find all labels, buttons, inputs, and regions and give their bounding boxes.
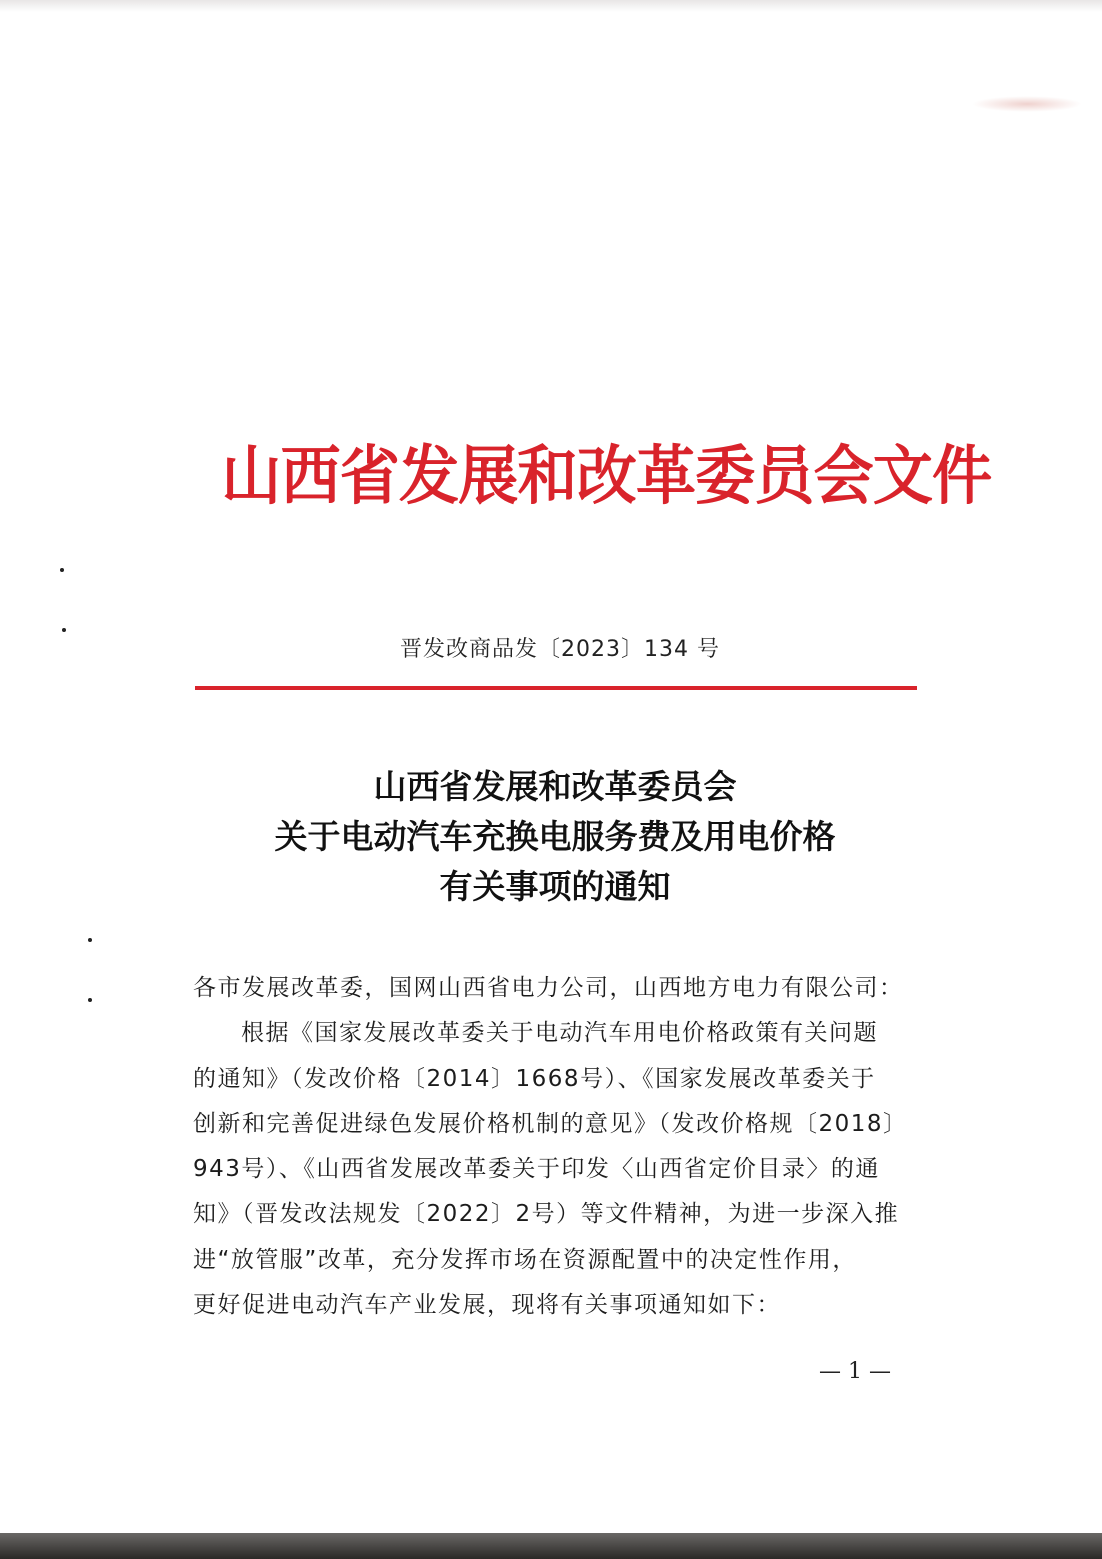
title-line-1: 山西省发展和改革委员会 [373, 767, 737, 806]
scan-stain [972, 96, 1082, 112]
scan-speck [62, 628, 66, 632]
body-line: 进“放管服”改革，充分发挥市场在资源配置中的决定性作用， [193, 1246, 857, 1273]
red-divider-line [195, 686, 917, 690]
scan-shadow-top [0, 0, 1102, 12]
page-number: — 1 — [819, 1359, 891, 1384]
body-line: 创新和完善促进绿色发展价格机制的意见》（发改价格规〔2018〕 [193, 1110, 908, 1137]
document-number: 晋发改商品发〔2023〕134 号 [400, 637, 720, 662]
scan-speck [88, 938, 92, 942]
body-line: 根据《国家发展改革委关于电动汽车用电价格政策有关问题 [241, 1020, 878, 1047]
notice-title [195, 762, 915, 912]
scan-speck [60, 568, 64, 572]
body-line: 更好促进电动汽车产业发展，现将有关事项通知如下： [193, 1292, 781, 1319]
title-line-3: 有关事项的通知 [439, 867, 671, 906]
scan-edge-bottom [0, 1533, 1102, 1559]
body-line: 的通知》（发改价格〔2014〕1668号）、《国家发展改革委关于 [193, 1065, 876, 1092]
body-line: 知》（晋发改法规发〔2022〕2号）等文件精神，为进一步深入推 [193, 1201, 900, 1228]
addressees: 各市发展改革委，国网山西省电力公司，山西地方电力有限公司： [193, 975, 904, 1001]
letterhead-title: 山西省发展和改革委员会文件 [221, 439, 992, 514]
title-line-2: 关于电动汽车充换电服务费及用电价格 [274, 817, 836, 856]
notice-body [193, 966, 921, 1328]
scan-speck [88, 998, 92, 1002]
body-line: 943号）、《山西省发展改革委关于印发〈山西省定价目录〉的通 [193, 1156, 880, 1183]
